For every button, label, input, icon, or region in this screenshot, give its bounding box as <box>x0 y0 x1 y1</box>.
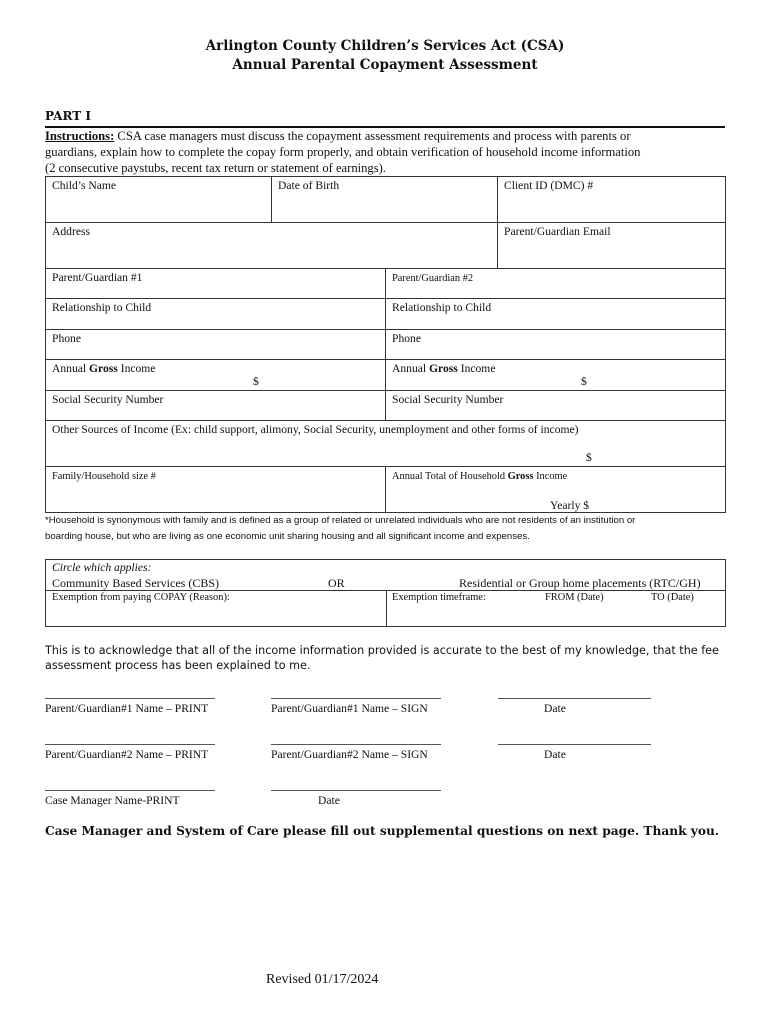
date-of-birth-label: Date of Birth <box>278 179 340 192</box>
p2-sign-label: Parent/Guardian#2 Name – SIGN <box>271 748 428 761</box>
instructions-label: Instructions: <box>45 129 115 143</box>
relationship2-field[interactable] <box>386 299 726 330</box>
other-sources-label: Other Sources of Income (Ex: child support, alimony, Social Security, unemployment and other forms of income) <box>52 423 579 436</box>
exemption-reason-field[interactable]: Exemption from paying COPAY (Reason): <box>52 592 230 603</box>
from-date-field[interactable]: FROM (Date) <box>545 592 604 603</box>
p1-print-line[interactable] <box>45 698 215 699</box>
p1-date-line[interactable] <box>498 698 651 699</box>
annual-total-label: Annual Total of Household Gross Income <box>392 471 568 482</box>
client-id-label: Client ID (DMC) # <box>504 179 594 192</box>
exemption-timeframe-label: Exemption timeframe: <box>392 592 486 603</box>
guardian1-label: Parent/Guardian #1 <box>52 271 143 284</box>
guardian-email-field[interactable] <box>498 223 726 269</box>
childs-name-label: Child’s Name <box>52 179 117 192</box>
other-sources-field[interactable] <box>46 421 726 467</box>
part-label: PART I <box>45 109 91 123</box>
date-of-birth-field[interactable] <box>272 177 498 223</box>
placement-type-box <box>45 559 726 627</box>
child-info-table <box>45 176 726 269</box>
income2-field[interactable] <box>386 360 726 391</box>
household-size-label: Family/Household size # <box>52 471 156 482</box>
relationship2-label: Relationship to Child <box>392 301 492 314</box>
form-title-line1: Arlington County Children’s Services Act (CSA) <box>205 38 565 54</box>
p2-date-label: Date <box>544 748 566 761</box>
revised-date: Revised 01/17/2024 <box>266 972 379 987</box>
ssn2-field[interactable] <box>386 391 726 421</box>
guardian-info-table <box>45 268 726 513</box>
p1-sign-line[interactable] <box>271 698 441 699</box>
yearly-label: Yearly $ <box>550 499 590 512</box>
childs-name-field[interactable] <box>46 177 272 223</box>
closing-note: Case Manager and System of Care please fill out supplemental questions on next page. Thank you. <box>45 824 720 838</box>
p1-date-label: Date <box>544 702 566 715</box>
guardian1-name-field[interactable] <box>46 269 386 299</box>
phone1-label: Phone <box>52 332 81 345</box>
ssn2-label: Social Security Number <box>392 393 504 406</box>
relationship1-label: Relationship to Child <box>52 301 152 314</box>
cm-print-label: Case Manager Name-PRINT <box>45 794 180 807</box>
p2-print-line[interactable] <box>45 744 215 745</box>
acknowledgement: This is to acknowledge that all of the income information provided is accurate to the best of my knowledge, that the fee assessment process has been explained to me. <box>45 644 719 672</box>
phone1-field[interactable] <box>46 330 386 360</box>
option-rtc[interactable]: Residential or Group home placements (RTC/GH) <box>459 576 701 590</box>
instructions-text-1: CSA case managers must discuss the copayment assessment requirements and process with parents or <box>114 129 631 143</box>
ssn1-label: Social Security Number <box>52 393 164 406</box>
cm-date-label: Date <box>318 794 340 807</box>
circle-vdivider <box>386 590 387 626</box>
cm-print-line[interactable] <box>45 790 215 791</box>
annual-total-field[interactable] <box>386 467 726 513</box>
p1-sign-label: Parent/Guardian#1 Name – SIGN <box>271 702 428 715</box>
cm-date-line[interactable] <box>271 790 441 791</box>
address-field[interactable] <box>46 223 498 269</box>
option-or: OR <box>328 576 345 590</box>
phone2-label: Phone <box>392 332 421 345</box>
relationship1-field[interactable] <box>46 299 386 330</box>
client-id-field[interactable] <box>498 177 726 223</box>
instructions-text-2: guardians, explain how to complete the copay form properly, and obtain verification of household income information <box>45 145 641 159</box>
phone2-field[interactable] <box>386 330 726 360</box>
guardian2-label: Parent/Guardian #2 <box>392 273 474 284</box>
form-title-line2: Annual Parental Copayment Assessment <box>232 57 538 73</box>
p2-date-line[interactable] <box>498 744 651 745</box>
income1-label: Annual Gross Income <box>52 362 156 375</box>
p2-sign-line[interactable] <box>271 744 441 745</box>
ssn1-field[interactable] <box>46 391 386 421</box>
income2-label: Annual Gross Income <box>392 362 496 375</box>
p2-print-label: Parent/Guardian#2 Name – PRINT <box>45 748 209 761</box>
to-date-field[interactable]: TO (Date) <box>651 592 694 603</box>
other-sources-dollar: $ <box>586 451 592 464</box>
address-label: Address <box>52 225 90 238</box>
income1-dollar: $ <box>253 375 259 388</box>
p1-print-label: Parent/Guardian#1 Name – PRINT <box>45 702 209 715</box>
guardian-email-label: Parent/Guardian Email <box>504 225 611 238</box>
income2-dollar: $ <box>581 375 587 388</box>
household-note: *Household is synonymous with family and is defined as a group of related or unrelated individuals who are not residents of an institution or boarding house, but who are living as one economic unit sharing housing and all significant income and expenses. <box>45 515 636 542</box>
household-size-field[interactable] <box>46 467 386 513</box>
income1-field[interactable] <box>46 360 386 391</box>
instructions-text-3: (2 consecutive paystubs, recent tax return or statement of earnings). <box>45 161 386 175</box>
instructions <box>45 128 725 176</box>
circle-heading: Circle which applies: <box>52 561 152 574</box>
option-cbs[interactable]: Community Based Services (CBS) <box>52 576 219 590</box>
guardian2-name-field[interactable] <box>386 269 726 299</box>
